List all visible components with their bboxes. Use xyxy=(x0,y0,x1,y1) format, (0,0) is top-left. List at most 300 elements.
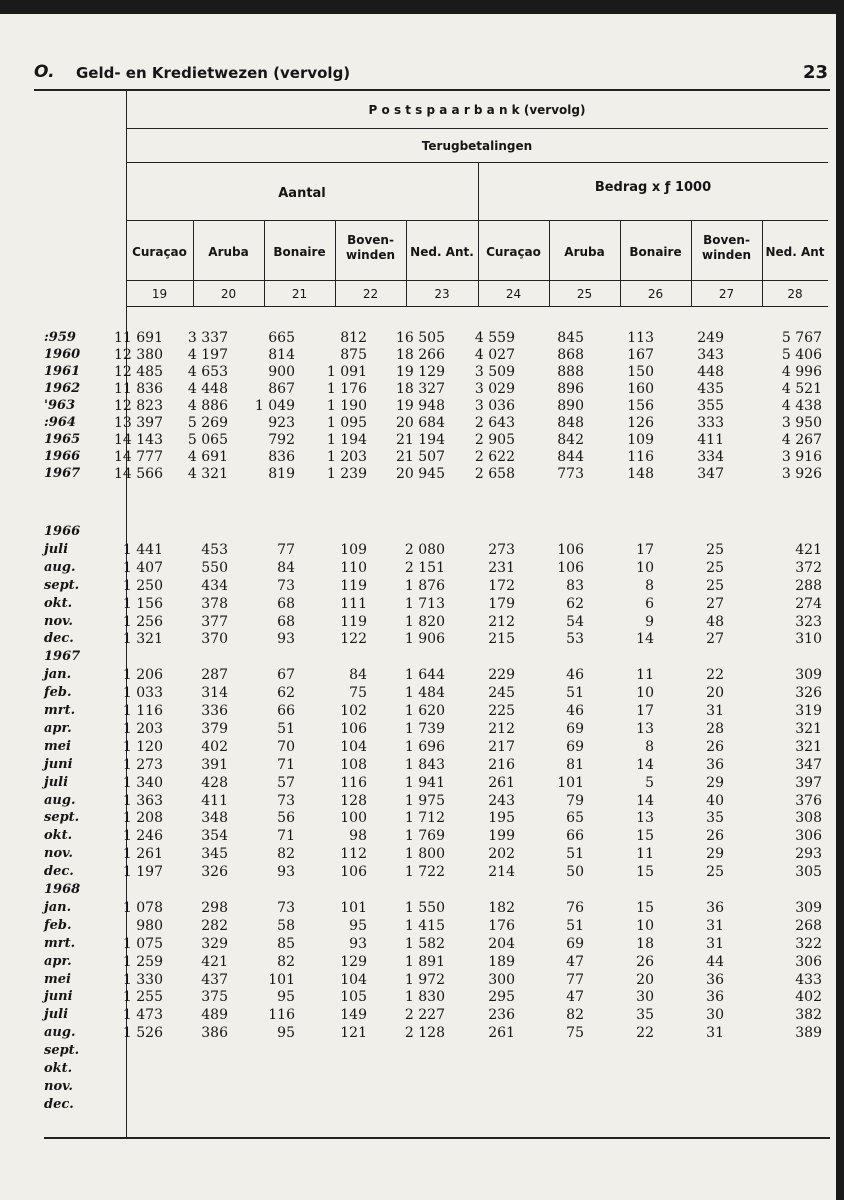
table-cell: 1 203 xyxy=(122,720,163,737)
table-cell: 5 767 xyxy=(781,330,822,346)
table-cell: 391 xyxy=(201,756,228,773)
column-label: Bonaire xyxy=(629,245,682,259)
table-cell: 204 xyxy=(488,935,515,952)
table-cell: 5 065 xyxy=(187,432,228,448)
table-cell: 31 xyxy=(706,917,724,934)
row-label: sept. xyxy=(44,1043,80,1059)
table-cell: 57 xyxy=(277,774,295,791)
table-cell: 84 xyxy=(277,559,295,576)
table-cell: 26 xyxy=(706,738,724,755)
table-cell: 1 712 xyxy=(404,810,445,827)
table-cell: 95 xyxy=(277,989,295,1006)
table-cell: 101 xyxy=(268,971,295,988)
table-cell: 1 620 xyxy=(404,703,445,719)
table-cell: 298 xyxy=(201,899,228,916)
table-cell: 36 xyxy=(706,971,724,988)
bedrag-label: Bedrag x ƒ 1000 xyxy=(594,180,712,195)
table-cell: 25 xyxy=(706,864,724,881)
table-cell: 379 xyxy=(201,720,228,737)
table-cell: 189 xyxy=(488,953,515,970)
table-cell: 93 xyxy=(349,935,367,952)
table-cell: 95 xyxy=(349,917,367,934)
table-cell: 1 156 xyxy=(122,595,163,612)
table-cell: 321 xyxy=(795,720,822,737)
row-label: dec. xyxy=(44,864,74,880)
row-label: 1968 xyxy=(44,882,81,897)
table-cell: 104 xyxy=(340,971,367,988)
table-cell: 18 xyxy=(636,935,654,952)
table-cell: 25 xyxy=(706,577,724,594)
table-cell: 22 xyxy=(636,1025,654,1042)
column-number: 28 xyxy=(787,287,803,301)
table-cell: 53 xyxy=(566,631,584,648)
table-cell: 411 xyxy=(201,792,228,809)
table-cell: 1 078 xyxy=(122,899,163,916)
table-cell: 106 xyxy=(557,559,584,576)
table-cell: 215 xyxy=(488,631,515,648)
table-cell: 243 xyxy=(488,792,515,809)
table-cell: 4 559 xyxy=(474,330,515,346)
table-cell: 1 830 xyxy=(404,989,445,1006)
row-label: nov. xyxy=(44,1078,73,1094)
table-cell: 402 xyxy=(201,738,228,755)
table-cell: 1 441 xyxy=(122,541,163,558)
table-cell: 77 xyxy=(277,541,295,558)
table-cell: 65 xyxy=(566,810,584,827)
table-cell: 1 176 xyxy=(326,381,367,397)
table-cell: 15 xyxy=(636,828,654,845)
table-cell: 51 xyxy=(566,846,584,863)
table-cell: 329 xyxy=(201,935,228,952)
table-cell: 665 xyxy=(268,330,295,346)
table-cell: 110 xyxy=(340,559,367,576)
table-cell: 288 xyxy=(795,577,822,594)
table-cell: 261 xyxy=(488,1025,515,1042)
table-cell: 17 xyxy=(636,541,654,558)
table-cell: 1 473 xyxy=(122,1007,163,1024)
row-label: juli xyxy=(44,541,69,557)
column-number: 22 xyxy=(362,287,379,301)
table-cell: 202 xyxy=(488,846,515,863)
table-cell: 76 xyxy=(566,899,584,916)
table-cell: 106 xyxy=(340,720,367,737)
table-cell: 2 622 xyxy=(474,449,515,465)
table-cell: 1 696 xyxy=(404,738,445,755)
section-title: P o s t s p a a r b a n k (vervolg) xyxy=(368,103,586,117)
table-cell: 11 691 xyxy=(114,330,163,346)
table-cell: 3 916 xyxy=(781,449,822,465)
row-label: mei xyxy=(44,971,71,987)
table-cell: 421 xyxy=(201,953,228,970)
row-label: feb. xyxy=(44,917,72,933)
table-cell: 1 891 xyxy=(404,953,445,970)
column-label: Aruba xyxy=(564,245,605,259)
table-cell: 19 129 xyxy=(396,364,445,380)
table-cell: 1 194 xyxy=(326,432,367,448)
row-label: mrt. xyxy=(44,935,76,951)
table-cell: 236 xyxy=(488,1007,515,1024)
row-label: aug. xyxy=(44,559,76,575)
table-cell: 30 xyxy=(706,1007,724,1024)
table-cell: 51 xyxy=(566,685,584,702)
table-cell: 231 xyxy=(488,559,515,576)
table-cell: 8 xyxy=(645,577,654,594)
row-label: aug. xyxy=(44,792,76,808)
table-cell: 28 xyxy=(706,720,724,737)
table-cell: 1 941 xyxy=(404,774,445,791)
table-cell: 890 xyxy=(557,398,584,414)
table-cell: 376 xyxy=(795,792,822,809)
row-label: dec. xyxy=(44,1096,74,1112)
table-cell: 119 xyxy=(340,613,367,630)
row-label: sept. xyxy=(44,810,80,826)
table-cell: 19 948 xyxy=(396,398,445,414)
row-label: 1961 xyxy=(44,364,81,379)
table-cell: 326 xyxy=(201,864,228,881)
table-cell: 2 151 xyxy=(404,559,445,576)
table-cell: 819 xyxy=(268,466,295,482)
table-cell: 119 xyxy=(340,577,367,594)
table-cell: 20 xyxy=(706,685,724,702)
table-cell: 16 505 xyxy=(396,330,445,346)
table-cell: 1 208 xyxy=(122,810,163,827)
row-label: jan. xyxy=(44,667,72,683)
row-label: juli xyxy=(44,774,69,790)
table-cell: 1 239 xyxy=(326,466,367,482)
row-label: jan. xyxy=(44,899,72,915)
table-cell: 12 485 xyxy=(114,364,163,380)
table-cell: 4 521 xyxy=(781,381,822,397)
table-cell: 12 823 xyxy=(114,398,163,414)
table-cell: 1 255 xyxy=(122,989,163,1006)
table-cell: 102 xyxy=(340,703,367,719)
table-cell: 12 380 xyxy=(114,347,163,363)
table-cell: 129 xyxy=(340,953,367,970)
table-cell: 355 xyxy=(697,398,724,414)
table-cell: 121 xyxy=(340,1025,367,1042)
table-cell: 1 407 xyxy=(122,559,163,576)
table-cell: 896 xyxy=(557,381,584,397)
table-cell: 105 xyxy=(340,989,367,1006)
table-cell: 848 xyxy=(557,415,584,431)
column-number: 19 xyxy=(151,287,168,301)
table-cell: 212 xyxy=(488,613,515,630)
table-cell: 36 xyxy=(706,756,724,773)
column-label: Curaçao xyxy=(486,245,541,259)
table-cell: 3 950 xyxy=(781,415,822,431)
table-cell: 333 xyxy=(697,415,724,431)
table-cell: 5 xyxy=(645,774,654,791)
table-cell: 377 xyxy=(201,613,228,630)
table-cell: 1 972 xyxy=(404,971,445,988)
table-cell: 44 xyxy=(706,953,724,970)
table-cell: 77 xyxy=(566,971,584,988)
table-cell: 448 xyxy=(697,364,724,380)
table-cell: 4 321 xyxy=(187,466,228,482)
row-label: :964 xyxy=(44,415,76,430)
table-cell: 323 xyxy=(795,613,822,630)
table-cell: 1 550 xyxy=(404,899,445,916)
table-cell: 10 xyxy=(636,685,654,702)
table-cell: 1 091 xyxy=(326,364,367,380)
table-cell: 1 261 xyxy=(122,846,163,863)
table-cell: 300 xyxy=(488,971,515,988)
table-cell: 93 xyxy=(277,631,295,648)
table-cell: 109 xyxy=(340,541,367,558)
table-cell: 10 xyxy=(636,917,654,934)
table-cell: 18 266 xyxy=(396,347,445,363)
table-cell: 98 xyxy=(349,828,367,845)
row-label: juni xyxy=(44,756,73,772)
table-cell: 101 xyxy=(340,899,367,916)
table-cell: 195 xyxy=(488,810,515,827)
table-cell: 2 128 xyxy=(404,1025,445,1042)
table-cell: 437 xyxy=(201,971,228,988)
table-cell: 345 xyxy=(201,846,228,863)
table-cell: 14 143 xyxy=(114,432,163,448)
table-cell: 321 xyxy=(795,738,822,755)
section-letter: O. xyxy=(34,62,55,82)
table-cell: 1 273 xyxy=(122,756,163,773)
table-cell: 54 xyxy=(566,613,584,630)
column-label: Ned. Ant xyxy=(765,245,825,259)
table-cell: 15 xyxy=(636,899,654,916)
table-cell: 58 xyxy=(277,917,295,934)
table-cell: 389 xyxy=(795,1025,822,1042)
table-cell: 50 xyxy=(566,864,584,881)
table-cell: 68 xyxy=(277,613,295,630)
table-cell: 1 116 xyxy=(122,703,163,719)
table-cell: 36 xyxy=(706,899,724,916)
table-cell: 1 820 xyxy=(404,613,445,630)
table-cell: 82 xyxy=(566,1007,584,1024)
table-cell: 375 xyxy=(201,989,228,1006)
table-cell: 309 xyxy=(795,667,822,684)
table-cell: 314 xyxy=(201,685,228,702)
table-cell: 434 xyxy=(201,577,228,594)
table-cell: 112 xyxy=(340,846,367,863)
table-cell: 14 566 xyxy=(114,466,163,482)
table-cell: 75 xyxy=(349,685,367,702)
table-cell: 30 xyxy=(636,989,654,1006)
table-cell: 1 246 xyxy=(122,828,163,845)
table-cell: 56 xyxy=(277,810,295,827)
table-cell: 14 xyxy=(636,631,654,648)
page-number: 23 xyxy=(802,62,828,83)
table-cell: 1 033 xyxy=(122,685,163,702)
table-cell: 489 xyxy=(201,1007,228,1024)
table-cell: 354 xyxy=(201,828,228,845)
table-cell: 82 xyxy=(277,846,295,863)
table-cell: 245 xyxy=(488,685,515,702)
row-label: juni xyxy=(44,989,73,1005)
table-cell: 116 xyxy=(627,449,654,465)
table-cell: 382 xyxy=(795,1007,822,1024)
table-cell: 47 xyxy=(566,953,584,970)
table-cell: 1 722 xyxy=(404,864,445,881)
table-cell: 306 xyxy=(795,828,822,845)
table-cell: 29 xyxy=(706,774,724,791)
table-cell: 2 905 xyxy=(474,432,515,448)
table-cell: 13 397 xyxy=(114,415,163,431)
column-label: Bonaire xyxy=(273,245,326,259)
table-cell: 273 xyxy=(488,541,515,558)
table-cell: 347 xyxy=(697,466,724,482)
table-cell: 106 xyxy=(557,541,584,558)
table-cell: 21 194 xyxy=(396,432,445,448)
table-cell: 370 xyxy=(201,631,228,648)
column-number: 26 xyxy=(647,287,664,301)
table-cell: 108 xyxy=(340,756,367,773)
table-cell: 46 xyxy=(566,703,584,719)
table-cell: 9 xyxy=(645,613,654,630)
table-cell: 31 xyxy=(706,703,724,719)
row-label xyxy=(44,505,126,521)
table-cell: 4 197 xyxy=(187,347,228,363)
table-cell: 1 075 xyxy=(122,935,163,952)
group-rule xyxy=(126,162,828,163)
table-cell: 1 843 xyxy=(404,756,445,773)
table-cell: 397 xyxy=(795,774,822,791)
table-cell: 15 xyxy=(636,864,654,881)
row-label: juli xyxy=(44,1007,69,1023)
table-cell: 81 xyxy=(566,756,584,773)
row-label: sept. xyxy=(44,577,80,593)
table-cell: 287 xyxy=(201,667,228,684)
table-cell: 5 269 xyxy=(187,415,228,431)
table-cell: 334 xyxy=(697,449,724,465)
table-cell: 343 xyxy=(697,347,724,363)
table-cell: 411 xyxy=(697,432,724,448)
table-cell: 199 xyxy=(488,828,515,845)
column-label: Ned. Ant. xyxy=(410,245,474,259)
table-cell: 5 406 xyxy=(781,347,822,363)
table-cell: 179 xyxy=(488,595,515,612)
group-divider xyxy=(478,163,479,306)
table-cell: 122 xyxy=(340,631,367,648)
table-cell: 4 996 xyxy=(781,364,822,380)
table-cell: 282 xyxy=(201,917,228,934)
table-cell: 4 653 xyxy=(187,364,228,380)
table-cell: 844 xyxy=(557,449,584,465)
table-cell: 70 xyxy=(277,738,295,755)
row-label: okt. xyxy=(44,595,73,611)
table-cell: 11 xyxy=(636,667,654,684)
row-label: nov. xyxy=(44,846,73,862)
table-cell: 433 xyxy=(795,971,822,988)
table-cell: 20 684 xyxy=(396,415,445,431)
table-cell: 172 xyxy=(488,577,515,594)
colnum-rule xyxy=(126,280,828,281)
table-cell: 25 xyxy=(706,559,724,576)
table-cell: 1 203 xyxy=(326,449,367,465)
table-cell: 160 xyxy=(627,381,654,397)
column-number: 20 xyxy=(220,287,237,301)
table-cell: 212 xyxy=(488,720,515,737)
table-cell: 1 739 xyxy=(404,720,445,737)
table-cell: 67 xyxy=(277,667,295,684)
table-cell: 2 080 xyxy=(404,541,445,558)
table-cell: 1 256 xyxy=(122,613,163,630)
column-label: Aruba xyxy=(208,245,249,259)
table-cell: 176 xyxy=(488,917,515,934)
table-cell: 1 484 xyxy=(404,685,445,702)
table-cell: 73 xyxy=(277,899,295,916)
row-label: 1966 xyxy=(44,524,81,539)
row-label: 1962 xyxy=(44,381,81,396)
table-cell: 40 xyxy=(706,792,724,809)
table-cell: 14 xyxy=(636,756,654,773)
table-cell: 85 xyxy=(277,935,295,952)
table-cell: 101 xyxy=(557,774,584,791)
row-label: :959 xyxy=(44,330,76,345)
row-label: mrt. xyxy=(44,703,76,718)
table-cell: 842 xyxy=(557,432,584,448)
table-cell: 2 643 xyxy=(474,415,515,431)
table-cell: 453 xyxy=(201,541,228,558)
table-cell: 923 xyxy=(268,415,295,431)
column-label: Curaçao xyxy=(132,245,187,259)
table-cell: 305 xyxy=(795,864,822,881)
table-cell: 261 xyxy=(488,774,515,791)
table-cell: 3 926 xyxy=(781,466,822,482)
table-cell: 62 xyxy=(277,685,295,702)
table-cell: 26 xyxy=(706,828,724,845)
table-cell: 47 xyxy=(566,989,584,1006)
table-cell: 11 836 xyxy=(114,381,163,397)
table-cell: 150 xyxy=(627,364,654,380)
aantal-label: Aantal xyxy=(278,186,326,201)
table-cell: 4 267 xyxy=(781,432,822,448)
table-cell: 69 xyxy=(566,935,584,952)
row-label: 1967 xyxy=(44,466,81,481)
table-cell: 1 526 xyxy=(122,1025,163,1042)
table-cell: 1 876 xyxy=(404,577,445,594)
table-cell: 116 xyxy=(340,774,367,791)
table-cell: 216 xyxy=(488,756,515,773)
row-label: feb. xyxy=(44,685,72,701)
table-cell: 867 xyxy=(268,381,295,397)
table-cell: 3 337 xyxy=(187,330,228,346)
table-cell: 21 507 xyxy=(396,449,445,465)
table-cell: 73 xyxy=(277,577,295,594)
table-cell: 27 xyxy=(706,595,724,612)
column-number: 23 xyxy=(434,287,450,301)
table-cell: 95 xyxy=(277,1025,295,1042)
table-cell: 1 321 xyxy=(122,631,163,648)
table-cell: 100 xyxy=(340,810,367,827)
table-cell: 29 xyxy=(706,846,724,863)
table-cell: 225 xyxy=(488,703,515,719)
section-rule xyxy=(126,128,828,129)
row-label: aug. xyxy=(44,1025,76,1041)
table-cell: 310 xyxy=(795,631,822,648)
table-cell: 268 xyxy=(795,917,822,934)
row-label: mei xyxy=(44,738,71,754)
table-cell: 66 xyxy=(566,828,584,845)
table-cell: 900 xyxy=(268,364,295,380)
row-label: okt. xyxy=(44,828,73,844)
table-cell: 26 xyxy=(636,953,654,970)
table-cell: 73 xyxy=(277,792,295,809)
table-cell: 20 xyxy=(636,971,654,988)
table-cell: 68 xyxy=(277,595,295,612)
table-cell: 6 xyxy=(645,595,654,612)
column-number: 27 xyxy=(718,287,735,301)
table-cell: 773 xyxy=(557,466,584,482)
table-cell: 214 xyxy=(488,864,515,881)
row-label: apr. xyxy=(44,720,72,736)
